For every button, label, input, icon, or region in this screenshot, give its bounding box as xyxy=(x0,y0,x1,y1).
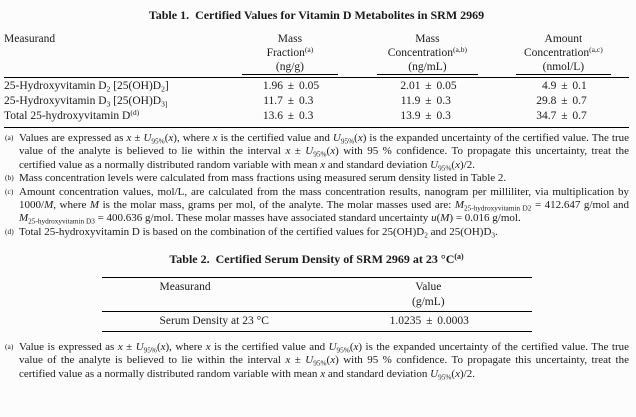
table2-footnote-a xyxy=(4,341,629,381)
measurand-cell: Total 25-hydroxyvitamin $D^{(d)}$ xyxy=(4,108,140,123)
value: 13.9 xyxy=(400,110,421,123)
table1-header-mass-fraction xyxy=(223,32,357,75)
header-line: Concentration$^{(a,c)}$ xyxy=(523,45,603,60)
table1-title: Table 1. Certified Values for Vitamin D Metabolites in SRM 2969 xyxy=(148,8,485,22)
table1-header-amount-concentration xyxy=(498,32,629,75)
plus-minus: ± xyxy=(426,315,433,328)
uncertainty: 0.3 xyxy=(298,95,314,108)
uncertainty: 0.1 xyxy=(572,80,587,93)
header-line: Mass xyxy=(277,33,303,45)
value: 1.0235 xyxy=(389,315,422,328)
header-units-ng-mL: (ng/mL) xyxy=(377,60,478,75)
plus-minus: ± xyxy=(287,110,295,123)
footnote-marker: (d) xyxy=(5,226,14,236)
footnote-a xyxy=(4,132,629,172)
mass-concentration-cell xyxy=(357,79,498,94)
header-units-g-mL: (g/mL) xyxy=(412,295,445,308)
mass-concentration-cell xyxy=(357,94,498,109)
table2-title: Table 2. Certified Serum Density of SRM 2969 at 23 $^\circ C^{(a)}$ xyxy=(169,252,464,267)
measurand-cell: 25-Hydroxyvitamin $D_3$ [$25(OH)D_{3]}$ xyxy=(4,95,168,109)
value: 11.7 xyxy=(263,95,283,108)
value: 13.6 xyxy=(262,110,283,123)
footnote-marker: (a) xyxy=(5,342,14,352)
table2-header-row xyxy=(102,278,532,312)
uncertainty: 0.7 xyxy=(572,95,587,108)
table1-footnotes xyxy=(4,132,629,239)
footnote-text: Amount concentration values, mol/L, are calculated from the mass concentration results, nanogram per milliliter, via multiplication by 1000/M, where M is the molar mass, grams per mol, of the analyte. The molar masses used are: $M_{25-hydroxyvitamin D2} = 412.647$ g/mol and $M_{25-hydroxyvitamin D3} = 400.636$ g/mol. These molar masses have associated standard uncertainty u(M) = 0.016 g/mol. xyxy=(19,185,629,227)
footnote-text: Mass concentration levels were calculated from mass fractions using measured serum density listed in Table 2. xyxy=(19,172,507,185)
footnote-c xyxy=(4,186,629,226)
uncertainty: 0.05 xyxy=(436,80,457,93)
plus-minus: ± xyxy=(287,95,295,108)
value: 4.9 xyxy=(542,80,557,93)
header-units-ng-g: (ng/g) xyxy=(242,60,339,75)
measurand-cell: Serum Density at 23 °C xyxy=(159,315,269,328)
table1-header-measurand: Measurand xyxy=(4,33,56,45)
header-units-nmol-L: (nmol/L) xyxy=(516,60,611,75)
footnote-text: Value is expressed as $x \pm U_{95\%}(x)$, where x is the certified value and $U_{95\%}(x)$ is the expanded uncertainty of the certified value. The true value of the analyte is believed to lie within the interval $x \pm U_{95\%}(x)$ with 95 % confidence. To propagate this uncertainty, treat the certified value as a normally distributed random variable with mean x and standard deviation $U_{95\%}(x)/2$. xyxy=(19,341,629,382)
measurand-cell: 25-Hydroxyvitamin $D_2$ $[25(OH)D_2]$ xyxy=(4,80,169,94)
uncertainty: 0.3 xyxy=(436,95,451,108)
table-row-25ohd2 xyxy=(4,79,629,94)
table1 xyxy=(4,32,629,128)
plus-minus: ± xyxy=(561,95,568,108)
table2-body xyxy=(102,312,532,332)
plus-minus: ± xyxy=(425,110,432,123)
header-line: Fraction$^{(a)}$ xyxy=(266,45,314,60)
amount-concentration-cell xyxy=(498,109,629,124)
amount-concentration-cell xyxy=(498,94,629,109)
uncertainty: 0.3 xyxy=(298,110,314,123)
header-line: Concentration$^{(a,b)}$ xyxy=(387,45,468,60)
footnote-b xyxy=(4,172,629,185)
amount-concentration-cell xyxy=(498,79,629,94)
footnote-d xyxy=(4,226,629,239)
uncertainty: 0.7 xyxy=(572,110,587,123)
header-line: Value xyxy=(415,281,442,294)
plus-minus: ± xyxy=(425,80,432,93)
table1-body xyxy=(4,78,629,128)
table-row-25ohd3 xyxy=(4,94,629,109)
footnote-marker: (b) xyxy=(5,173,14,183)
value: 34.7 xyxy=(536,110,557,123)
table1-header-mass-concentration xyxy=(357,32,498,75)
plus-minus: ± xyxy=(287,80,295,93)
footnote-text: Values are expressed as $x \pm U_{95\%}(x)$, where x is the certified value and $U_{95\%}(x)$ is the expanded uncertainty of the certified value. The true value of the analyte is believed to lie within the interval $x \pm U_{95\%}(x)$ with 95 % confidence. To propagate this uncertainty, treat the certified value as a normally distributed random variable with mean x and standard deviation $U_{95\%}(x)/2$. xyxy=(19,132,629,173)
table2-header-value xyxy=(325,280,531,309)
footnote-marker: (a) xyxy=(5,133,14,143)
table1-header-row xyxy=(4,32,629,78)
table-row-serum-density xyxy=(102,315,532,327)
mass-fraction-cell xyxy=(223,94,357,109)
uncertainty: 0.05 xyxy=(298,80,320,93)
mass-concentration-cell xyxy=(357,109,498,124)
plus-minus: ± xyxy=(425,95,432,108)
value: 1.96 xyxy=(262,80,283,93)
table-row-total-25ohd xyxy=(4,109,629,124)
header-line: Amount xyxy=(544,33,583,45)
mass-fraction-cell xyxy=(223,109,357,124)
uncertainty: 0.0003 xyxy=(437,315,469,328)
mass-fraction-cell xyxy=(223,79,357,94)
header-line: Mass xyxy=(415,33,440,45)
table2-footnotes xyxy=(4,341,629,381)
uncertainty: 0.3 xyxy=(436,110,451,123)
value: 11.9 xyxy=(400,95,421,108)
footnote-marker: (c) xyxy=(5,186,14,196)
plus-minus: ± xyxy=(561,80,568,93)
value: 2.01 xyxy=(400,80,421,93)
table2 xyxy=(102,277,532,332)
plus-minus: ± xyxy=(561,110,568,123)
density-value-cell xyxy=(325,315,531,327)
value: 29.8 xyxy=(536,95,557,108)
footnote-text: Total 25-hydroxyvitamin D is based on the combination of the certified values for $25(OH)D_2$ and $25(OH)D_3$. xyxy=(19,225,498,240)
table2-header-measurand: Measurand xyxy=(159,281,211,294)
